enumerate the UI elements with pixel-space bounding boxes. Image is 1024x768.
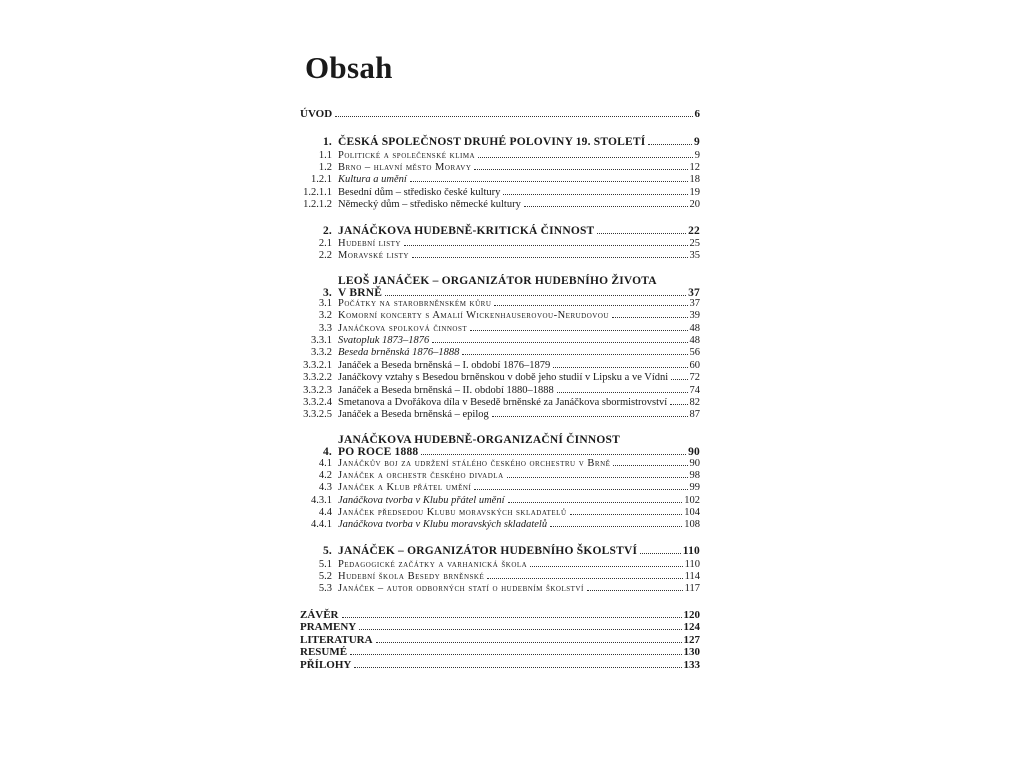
toc-entry-label: Beseda brněnská 1876–1888 bbox=[338, 347, 460, 358]
toc-entry bbox=[300, 457, 700, 469]
toc-entry bbox=[300, 506, 700, 518]
dot-leader bbox=[670, 404, 687, 405]
toc-entry-label: Janáčkova tvorba v Klubu moravských skladatelů bbox=[338, 519, 548, 530]
toc-entry-page: 39 bbox=[689, 310, 700, 321]
toc-entry-label: Janáčkova tvorba v Klubu přátel umění bbox=[338, 495, 505, 506]
dot-leader bbox=[385, 295, 686, 296]
toc-entry-number: 1.2.1.2 bbox=[303, 199, 332, 210]
toc-entry bbox=[300, 309, 700, 321]
toc-entry bbox=[300, 249, 700, 261]
dot-leader bbox=[432, 342, 687, 343]
toc-entry-page: 110 bbox=[682, 545, 700, 557]
dot-leader bbox=[671, 379, 687, 380]
toc-entry-label: RESUMÉ bbox=[300, 646, 348, 658]
toc-entry-page: 104 bbox=[684, 507, 700, 518]
toc-entry-label: Pedagogické začátky a varhanická škola bbox=[338, 559, 528, 570]
toc-entry-page: 20 bbox=[689, 199, 700, 210]
toc-entry-label: Janáček a Beseda brněnská – I. období 1876–1879 bbox=[338, 360, 551, 371]
toc-entry-page: 108 bbox=[684, 519, 700, 530]
dot-leader bbox=[508, 502, 683, 503]
dot-leader bbox=[354, 667, 681, 668]
toc-entry-label: Janáček a Beseda brněnská – epilog bbox=[338, 409, 489, 420]
toc-entry-number: 3.1 bbox=[318, 298, 332, 309]
toc-entry-number: 3.3.2.1 bbox=[303, 360, 332, 371]
toc-entry-number: 3.3.2.5 bbox=[303, 409, 332, 420]
toc-entry bbox=[300, 186, 700, 198]
toc-entry-number: 3.3.2 bbox=[311, 347, 332, 358]
toc-entry-number: 1.2.1.1 bbox=[303, 187, 332, 198]
toc-entry-number: 3.3.2.2 bbox=[303, 372, 332, 383]
dot-leader bbox=[350, 654, 681, 655]
toc-entry-label: LEOŠ JANÁČEK – ORGANIZÁTOR HUDEBNÍHO ŽIVOTA bbox=[338, 275, 657, 287]
toc-entry-number: 5.1 bbox=[318, 559, 332, 570]
toc-entry-label: Svatopluk 1873–1876 bbox=[338, 335, 430, 346]
toc-entry-label: Hudební listy bbox=[338, 238, 401, 249]
toc-entry bbox=[300, 359, 700, 371]
toc-entry bbox=[300, 558, 700, 570]
toc-entry-number: 3.2 bbox=[318, 310, 332, 321]
dot-leader bbox=[376, 642, 682, 643]
toc-entry-page: 114 bbox=[684, 571, 700, 582]
toc-entry-number: 5. bbox=[322, 545, 332, 557]
toc-entry-label: Německý dům – středisko německé kultury bbox=[338, 199, 521, 210]
page-title: Obsah bbox=[305, 50, 393, 85]
toc-entry-page: 56 bbox=[689, 347, 700, 358]
toc-entry-label: JANÁČKOVA HUDEBNĚ-ORGANIZAČNÍ ČINNOST bbox=[338, 434, 620, 446]
toc-entry-label: Janáček a Beseda brněnská – II. období 1880–1888 bbox=[338, 385, 554, 396]
toc-entry bbox=[300, 334, 700, 346]
toc-entry-label: Janáček – autor odborných statí o hudebním školství bbox=[338, 583, 584, 594]
toc-entry bbox=[300, 173, 700, 185]
toc-entry-label: Politické a společenské klima bbox=[338, 150, 476, 161]
toc-entry-label-continued: PO ROCE 1888 bbox=[338, 446, 419, 458]
toc-entry bbox=[300, 621, 700, 633]
toc-entry bbox=[300, 545, 700, 557]
toc-entry-page: 72 bbox=[689, 372, 700, 383]
toc-entry bbox=[300, 518, 700, 530]
toc-entry-label: Janáček předsedou Klubu moravských skladatelů bbox=[338, 507, 567, 518]
toc-entry bbox=[300, 659, 700, 671]
toc-entry-page: 19 bbox=[689, 187, 700, 198]
toc-entry bbox=[300, 198, 700, 210]
dot-leader bbox=[494, 305, 687, 306]
toc-entry-page: 9 bbox=[694, 150, 700, 161]
toc-entry-label: Kultura a umění bbox=[338, 174, 407, 185]
toc-entry-label: JANÁČEK – ORGANIZÁTOR HUDEBNÍHO ŠKOLSTVÍ bbox=[338, 545, 638, 557]
toc-entry-page: 9 bbox=[694, 136, 700, 148]
toc-entry-page: 37 bbox=[688, 287, 700, 299]
toc-entry bbox=[300, 570, 700, 582]
dot-leader bbox=[474, 489, 687, 490]
toc-entry-number: 3.3.1 bbox=[311, 335, 332, 346]
toc-entry-label: Smetanova a Dvořákova díla v Besedě brněnské za Janáčkova sbormistrovství bbox=[338, 397, 668, 408]
toc-entry-page: 98 bbox=[689, 470, 700, 481]
toc-entry-number: 1.2 bbox=[318, 162, 332, 173]
dot-leader bbox=[550, 526, 682, 527]
toc-entry-label: PRAMENY bbox=[300, 621, 357, 633]
toc-entry-page: 110 bbox=[684, 559, 700, 570]
toc-entry-number: 4.4.1 bbox=[311, 519, 332, 530]
dot-leader bbox=[342, 617, 682, 618]
dot-leader bbox=[487, 578, 682, 579]
toc-entry-page: 120 bbox=[683, 609, 700, 621]
toc-entry-number: 5.2 bbox=[318, 571, 332, 582]
dot-leader bbox=[570, 514, 683, 515]
toc-entry-number: 3. bbox=[322, 287, 332, 299]
toc-entry bbox=[300, 149, 700, 161]
toc-entry-label: Brno – hlavní město Moravy bbox=[338, 162, 472, 173]
dot-leader bbox=[587, 590, 683, 591]
toc-entry-number: 1.2.1 bbox=[311, 174, 332, 185]
toc-entry-page: 22 bbox=[688, 225, 700, 237]
toc-entry-label: ZÁVĚR bbox=[300, 609, 339, 621]
dot-leader bbox=[612, 317, 688, 318]
toc-entry-label: Moravské listy bbox=[338, 250, 409, 261]
toc-entry-page: 48 bbox=[689, 323, 700, 334]
toc-entry-number: 3.3.2.4 bbox=[303, 397, 332, 408]
toc-entry-number: 2.1 bbox=[318, 238, 332, 249]
toc-entry bbox=[300, 346, 700, 358]
dot-leader bbox=[335, 116, 692, 117]
dot-leader bbox=[462, 354, 687, 355]
dot-leader bbox=[359, 629, 681, 630]
dot-leader bbox=[412, 257, 688, 258]
toc-entry-label: Komorní koncerty s Amalií Wickenhauserovou-Nerudovou bbox=[338, 310, 609, 321]
dot-leader bbox=[597, 233, 686, 234]
dot-leader bbox=[474, 169, 687, 170]
toc-entry bbox=[300, 582, 700, 594]
dot-leader bbox=[530, 566, 682, 567]
toc-entry-page: 133 bbox=[683, 659, 700, 671]
toc-entry bbox=[300, 609, 700, 621]
toc-entry-number: 3.3.2.3 bbox=[303, 385, 332, 396]
dot-leader bbox=[503, 194, 687, 195]
toc-entry-page: 74 bbox=[689, 385, 700, 396]
dot-leader bbox=[421, 454, 686, 455]
toc-entry-page: 35 bbox=[689, 250, 700, 261]
toc-entry-page: 6 bbox=[694, 108, 700, 120]
toc-entry-page: 60 bbox=[689, 360, 700, 371]
toc-entry-page: 90 bbox=[688, 446, 700, 458]
toc-entry-page: 18 bbox=[689, 174, 700, 185]
toc-entry-page: 37 bbox=[689, 298, 700, 309]
toc-entry-number: 4.3 bbox=[318, 482, 332, 493]
toc-entry bbox=[300, 494, 700, 506]
toc-entry-page: 90 bbox=[689, 458, 700, 469]
toc-entry-number: 4.4 bbox=[318, 507, 332, 518]
toc-entry-label: JANÁČKOVA HUDEBNĚ-KRITICKÁ ČINNOST bbox=[338, 225, 595, 237]
toc-entry bbox=[300, 384, 700, 396]
toc-entry-page: 12 bbox=[689, 162, 700, 173]
dot-leader bbox=[478, 157, 693, 158]
toc-entry-page: 127 bbox=[683, 634, 700, 646]
toc-entry bbox=[300, 634, 700, 646]
toc-entry bbox=[300, 225, 700, 237]
toc-entry-page: 130 bbox=[683, 646, 700, 658]
toc-entry bbox=[300, 408, 700, 420]
toc-entry bbox=[300, 322, 700, 334]
toc-entry bbox=[300, 481, 700, 493]
toc-entry-page: 48 bbox=[689, 335, 700, 346]
toc-entry-number: 1.1 bbox=[318, 150, 332, 161]
toc-entry bbox=[300, 161, 700, 173]
dot-leader bbox=[470, 330, 687, 331]
dot-leader bbox=[640, 553, 681, 554]
toc-entry-number: 3.3 bbox=[318, 323, 332, 334]
dot-leader bbox=[557, 392, 688, 393]
dot-leader bbox=[492, 416, 688, 417]
dot-leader bbox=[648, 144, 692, 145]
toc-entry-label: ČESKÁ SPOLEČNOST DRUHÉ POLOVINY 19. STOLETÍ bbox=[338, 136, 646, 148]
toc-entry bbox=[300, 371, 700, 383]
toc-entry-label: Janáčkova spolková činnost bbox=[338, 323, 468, 334]
toc-entry-page: 124 bbox=[683, 621, 700, 633]
toc-entry bbox=[300, 646, 700, 658]
toc-entry-page: 102 bbox=[684, 495, 700, 506]
toc-entry-label: Janáček a Klub přátel umění bbox=[338, 482, 472, 493]
toc-entry-label: Besední dům – středisko české kultury bbox=[338, 187, 501, 198]
toc-entry-number: 5.3 bbox=[318, 583, 332, 594]
toc-entry-label: PŘÍLOHY bbox=[300, 659, 352, 671]
dot-leader bbox=[524, 206, 688, 207]
toc-entry-label: ÚVOD bbox=[300, 108, 333, 120]
dot-leader bbox=[404, 245, 688, 246]
toc-entry-page: 117 bbox=[684, 583, 700, 594]
dot-leader bbox=[507, 477, 688, 478]
toc-entry-label: Janáčkovy vztahy s Besedou brněnskou v době jeho studií v Lipsku a ve Vídni bbox=[338, 372, 669, 383]
toc-entry bbox=[300, 297, 700, 309]
toc-entry-label: Janáčkův boj za udržení stálého českého orchestru v Brně bbox=[338, 458, 611, 469]
dot-leader bbox=[553, 367, 687, 368]
toc-entry-label: Hudební škola Besedy brněnské bbox=[338, 571, 485, 582]
toc-entry-number: 2.2 bbox=[318, 250, 332, 261]
toc-entry-page: 99 bbox=[689, 482, 700, 493]
toc-entry-number: 4.2 bbox=[318, 470, 332, 481]
toc-entry-label: LITERATURA bbox=[300, 634, 373, 646]
dot-leader bbox=[410, 181, 688, 182]
toc-entry bbox=[300, 396, 700, 408]
toc-entry bbox=[300, 136, 700, 148]
toc-entry-number: 1. bbox=[322, 136, 332, 148]
toc-entry-label-continued: V BRNĚ bbox=[338, 287, 383, 299]
dot-leader bbox=[613, 465, 687, 466]
toc-entry-label: Janáček a orchestr českého divadla bbox=[338, 470, 504, 481]
toc-entry bbox=[300, 237, 700, 249]
toc-entry-number: 4.1 bbox=[318, 458, 332, 469]
toc-entry-page: 25 bbox=[689, 238, 700, 249]
toc-entry-number: 4.3.1 bbox=[311, 495, 332, 506]
toc-entry bbox=[300, 469, 700, 481]
toc-entry-label: Počátky na starobrněnském kůru bbox=[338, 298, 492, 309]
toc-entry-page: 87 bbox=[689, 409, 700, 420]
toc-entry-page: 82 bbox=[689, 397, 700, 408]
toc-entry bbox=[300, 108, 700, 120]
toc-entry-number: 4. bbox=[322, 446, 332, 458]
toc-entry-number: 2. bbox=[322, 225, 332, 237]
